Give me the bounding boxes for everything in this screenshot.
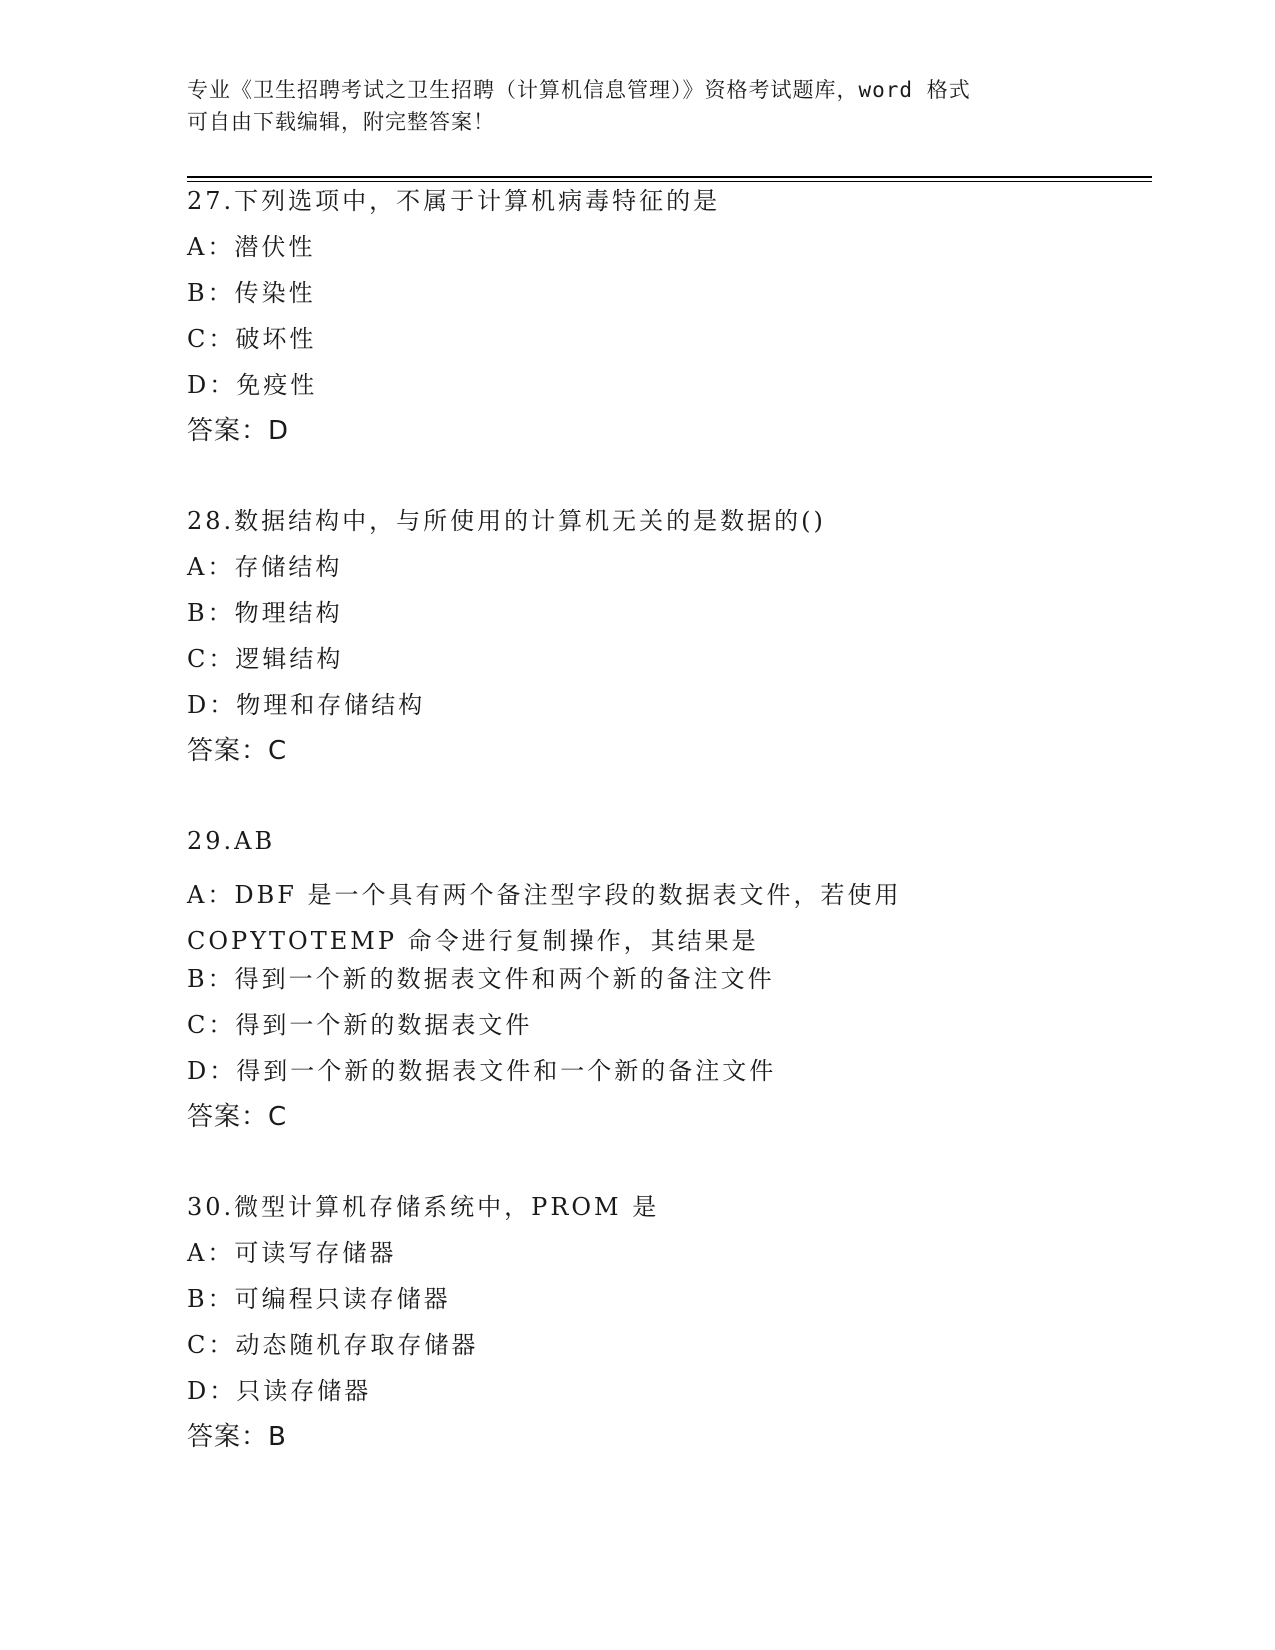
answer: 答案：D — [187, 416, 290, 446]
option-d: D：免疫性 — [187, 371, 318, 399]
question-28 — [187, 506, 1087, 782]
option-c: C：破坏性 — [187, 325, 317, 353]
question-stem: 28.数据结构中，与所使用的计算机无关的是数据的() — [187, 507, 826, 535]
option-c: C：逻辑结构 — [187, 645, 344, 673]
option-c: C：动态随机存取存储器 — [187, 1331, 479, 1359]
option-b: B：可编程只读存储器 — [187, 1285, 451, 1313]
header-divider-thin — [187, 181, 1152, 182]
header-line-2: 可自由下载编辑，附完整答案！ — [187, 110, 495, 134]
option-c: C：得到一个新的数据表文件 — [187, 1011, 533, 1039]
answer: 答案：C — [187, 1102, 288, 1132]
question-27 — [187, 186, 1087, 462]
header-divider-thick — [187, 176, 1152, 178]
question-stem: 30.微型计算机存储系统中，PROM 是 — [187, 1193, 660, 1221]
question-stem: 29.AB — [187, 827, 276, 855]
option-d: D：只读存储器 — [187, 1377, 372, 1405]
option-d: D：物理和存储结构 — [187, 691, 426, 719]
option-a: A：可读写存储器 — [187, 1239, 397, 1267]
question-stem: 27.下列选项中，不属于计算机病毒特征的是 — [187, 187, 721, 215]
answer: 答案：B — [187, 1422, 287, 1452]
question-29 — [187, 826, 1087, 1148]
document-header — [187, 74, 1087, 138]
option-a: A：潜伏性 — [187, 233, 316, 261]
option-a: A：DBF 是一个具有两个备注型字段的数据表文件，若使用 COPYTOTEMP 命令进行复制操作，其结果是 — [187, 881, 902, 955]
option-b: B：物理结构 — [187, 599, 343, 627]
option-b: B：得到一个新的数据表文件和两个新的备注文件 — [187, 965, 775, 993]
question-30 — [187, 1192, 1087, 1468]
option-d: D：得到一个新的数据表文件和一个新的备注文件 — [187, 1057, 777, 1085]
answer: 答案：C — [187, 736, 288, 766]
option-a: A：存储结构 — [187, 553, 343, 581]
option-b: B：传染性 — [187, 279, 316, 307]
header-line-1: 专业《卫生招聘考试之卫生招聘（计算机信息管理）》资格考试题库，word 格式 — [187, 78, 971, 102]
